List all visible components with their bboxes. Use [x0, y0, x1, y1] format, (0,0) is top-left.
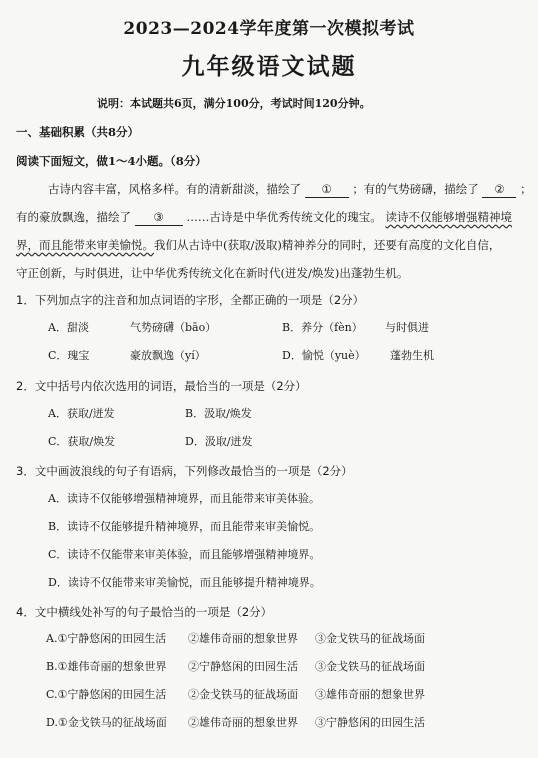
q1-option-d-word2: 蓬勃生机 — [390, 349, 434, 362]
blank-2: ② — [482, 181, 516, 198]
q3-option-a: A．读诗不仅能够增强精神境界，而且能带来审美体验。 — [48, 492, 320, 505]
q2-option-d: D．汲取/迸发 — [185, 435, 253, 448]
question-3-stem: 3．文中画波浪线的句子有语病，下列修改最恰当的一项是（2分） — [16, 464, 353, 478]
passage-text: 我们从古诗中(获取/汲取)精神养分的同时，还要有高度的文化自信， — [154, 238, 501, 252]
passage-line-4: 守正创新，与时俱进，让中华优秀传统文化在新时代(迸发/焕发)出蓬勃生机。 — [16, 266, 409, 280]
q4-option-a-part1: A.①宁静悠闲的田园生活 — [46, 632, 167, 645]
exam-title: 2023—2024学年度第一次模拟考试 — [123, 19, 415, 39]
q3-option-d: D．读诗不仅能带来审美愉悦，而且能够提升精神境界。 — [48, 576, 321, 589]
q2-option-a: A．获取/迸发 — [48, 407, 115, 420]
q1-option-d-word1: D．愉悦（yuè） — [282, 349, 366, 362]
q4-option-c-part3: ③雄伟奇丽的想象世界 — [315, 688, 425, 701]
q4-option-d-part3: ③宁静悠闲的田园生活 — [315, 716, 425, 729]
passage-line-1 — [48, 181, 532, 198]
passage-text: ； — [520, 182, 532, 196]
subject-title: 九年级语文试题 — [181, 53, 357, 80]
section-heading: 一、基础积累（共8分） — [16, 125, 140, 139]
passage-text: 有的豪放飘逸，描绘了 — [16, 210, 131, 224]
q1-option-a-word1: A．甜淡 — [48, 321, 89, 334]
question-2-stem: 2．文中括号内依次选用的词语，最恰当的一项是（2分） — [16, 379, 307, 393]
question-1-stem: 1．下列加点字的注音和加点词语的字形，全都正确的一项是（2分） — [16, 293, 365, 307]
passage-text: 古诗内容丰富，风格多样。有的清新甜淡，描绘了 — [48, 182, 301, 196]
q4-option-c-part2: ②金戈铁马的征战场面 — [188, 688, 298, 701]
passage-text: ；有的气势磅礴，描绘了 — [352, 182, 479, 196]
q4-option-d-part2: ②雄伟奇丽的想象世界 — [188, 716, 298, 729]
reading-prompt: 阅读下面短文，做1～4小题。（8分） — [16, 154, 207, 168]
wavy-sentence-part-1: 读诗不仅能够增强精神境 — [385, 210, 512, 224]
q4-option-b-part2: ②宁静悠闲的田园生活 — [188, 660, 298, 673]
q1-option-c-word1: C．瑰宝 — [48, 349, 90, 362]
instructions: 说明：本试题共6页，满分100分，考试时间120分钟。 — [97, 97, 371, 110]
q4-option-c-part1: C.①宁静悠闲的田园生活 — [46, 688, 167, 701]
q4-option-b-part3: ③金戈铁马的征战场面 — [315, 660, 425, 673]
q1-option-b-word2: 与时俱进 — [385, 321, 429, 334]
passage-text: ……古诗是中华优秀传统文化的瑰宝。 — [186, 210, 382, 224]
passage-line-3 — [16, 237, 500, 253]
q4-option-a-part2: ②雄伟奇丽的想象世界 — [188, 632, 298, 645]
q4-option-d-part1: D.①金戈铁马的征战场面 — [46, 716, 167, 729]
q1-option-c-word2: 豪放飘逸（yí） — [130, 349, 206, 362]
passage-line-2 — [16, 209, 512, 226]
q1-option-a-word2: 气势磅礴（bāo） — [130, 321, 217, 334]
wavy-sentence-part-2: 界，而且能带来审美愉悦。 — [16, 238, 154, 252]
q3-option-c: C．读诗不仅能带来审美体验，而且能够增强精神境界。 — [48, 548, 321, 561]
blank-3: ③ — [135, 209, 183, 226]
q2-option-b: B．汲取/焕发 — [185, 407, 252, 420]
blank-1: ① — [305, 181, 349, 198]
q1-option-b-word1: B．养分（fèn） — [282, 321, 363, 334]
q2-option-c: C．获取/焕发 — [48, 435, 116, 448]
question-4-stem: 4．文中横线处补写的句子最恰当的一项是（2分） — [16, 605, 273, 619]
q3-option-b: B．读诗不仅能够提升精神境界，而且能带来审美愉悦。 — [48, 520, 321, 533]
q4-option-a-part3: ③金戈铁马的征战场面 — [315, 632, 425, 645]
q4-option-b-part1: B.①雄伟奇丽的想象世界 — [46, 660, 167, 673]
